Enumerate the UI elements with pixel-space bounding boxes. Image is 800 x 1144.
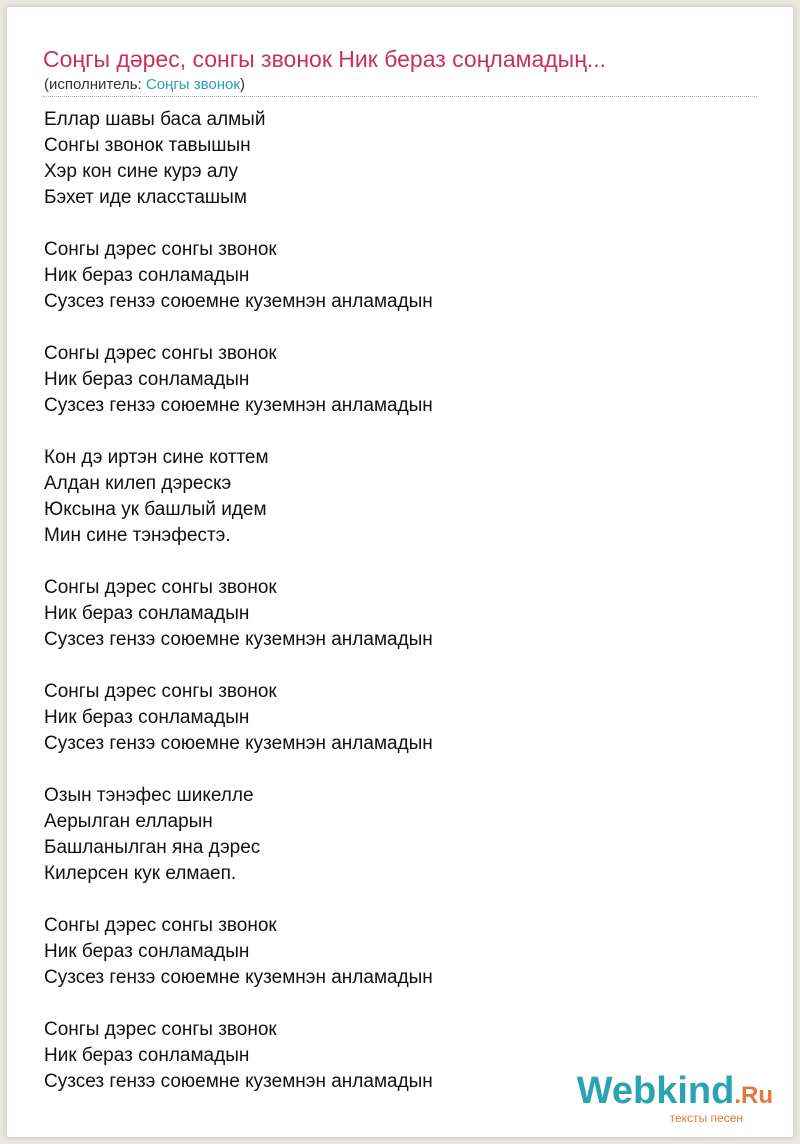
lyrics-line: Ник бераз сонламадын xyxy=(44,1045,250,1066)
lyrics-stanza xyxy=(44,237,433,315)
lyrics-stanza xyxy=(44,913,433,991)
lyrics-line: Сузсез гензэ союемне куземнэн анламадын xyxy=(44,1071,433,1092)
lyrics-line: Ник бераз сонламадын xyxy=(44,369,250,390)
lyrics-stanza xyxy=(44,445,433,549)
lyrics-line: Еллар шавы баса алмый xyxy=(44,109,266,130)
lyrics-line: Хэр кон сине курэ алу xyxy=(44,161,239,182)
lyrics-stanza xyxy=(44,783,433,887)
site-logo[interactable] xyxy=(577,1072,773,1125)
lyrics-line: Ник бераз сонламадын xyxy=(44,941,250,962)
lyrics-line: Килерсен кук елмаеп. xyxy=(44,863,237,884)
song-title: Соңгы дәрес, сонгы звонок Ник бераз соңламадың... xyxy=(43,46,607,72)
artist-link[interactable]: Соңгы звонок xyxy=(145,76,240,93)
lyrics-line: Сонгы дэрес сонгы звонок xyxy=(44,915,277,936)
lyrics-line: Сузсез гензэ союемне куземнэн анламадын xyxy=(44,733,433,754)
lyrics-sheet xyxy=(6,6,794,1138)
title-divider xyxy=(43,96,757,97)
logo-wordmark xyxy=(577,1072,773,1115)
lyrics-line: Аерылган елларын xyxy=(44,811,213,832)
lyrics-line: Башланылган яна дэрес xyxy=(44,837,261,858)
lyrics-line: Мин сине тэнэфестэ. xyxy=(44,525,231,546)
lyrics-line: Ник бераз сонламадын xyxy=(44,603,250,624)
lyrics-line: Алдан килеп дэрескэ xyxy=(44,473,232,494)
logo-tld: .Ru xyxy=(734,1082,773,1109)
lyrics-line: Сузсез гензэ союемне куземнэн анламадын xyxy=(44,967,433,988)
lyrics-stanza xyxy=(44,341,433,419)
lyrics-line: Юксына ук башлый идем xyxy=(44,499,267,520)
lyrics-body xyxy=(44,107,433,1121)
lyrics-stanza xyxy=(44,679,433,757)
lyrics-line: Сонгы дэрес сонгы звонок xyxy=(44,681,277,702)
artist-prefix: (исполнитель: xyxy=(44,76,146,93)
lyrics-line: Ник бераз сонламадын xyxy=(44,265,250,286)
logo-main-text: Webkind xyxy=(576,1070,735,1112)
lyrics-line: Сузсез гензэ союемне куземнэн анламадын xyxy=(44,395,433,416)
artist-suffix: ) xyxy=(239,76,245,93)
lyrics-line: Кон дэ иртэн сине коттем xyxy=(44,447,269,468)
lyrics-line: Сонгы дэрес сонгы звонок xyxy=(44,343,277,364)
artist-line xyxy=(44,76,245,94)
lyrics-stanza xyxy=(44,575,433,653)
lyrics-line: Сузсез гензэ союемне куземнэн анламадын xyxy=(44,291,433,312)
lyrics-line: Сонгы дэрес сонгы звонок xyxy=(44,239,277,260)
lyrics-line: Сонгы дэрес сонгы звонок xyxy=(44,1019,277,1040)
logo-tagline: тексты песен xyxy=(669,1111,743,1125)
lyrics-line: Сузсез гензэ союемне куземнэн анламадын xyxy=(44,629,433,650)
lyrics-line: Сонгы звонок тавышын xyxy=(44,135,251,156)
lyrics-line: Бэхет иде классташым xyxy=(44,187,247,208)
lyrics-stanza xyxy=(44,107,433,211)
lyrics-line: Ник бераз сонламадын xyxy=(44,707,250,728)
lyrics-line: Озын тэнэфес шикелле xyxy=(44,785,254,806)
lyrics-stanza xyxy=(44,1017,433,1095)
lyrics-line: Сонгы дэрес сонгы звонок xyxy=(44,577,277,598)
